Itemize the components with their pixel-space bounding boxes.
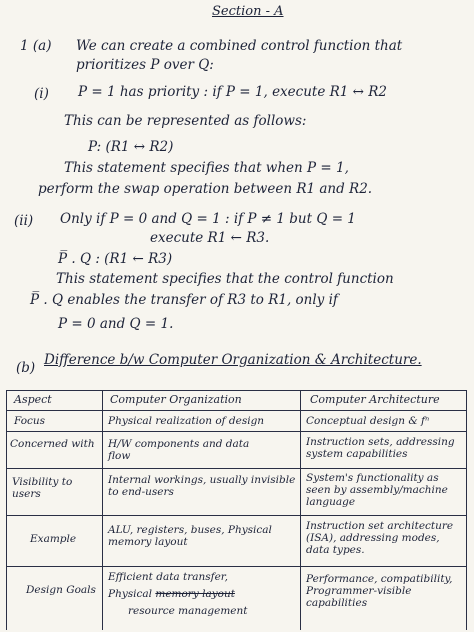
row-arch-concerned: Instruction sets, addressing system capabilities	[306, 436, 455, 460]
intro-line-2: prioritizes P over Q:	[76, 57, 214, 73]
row-org-design-goals-3: resource management	[128, 605, 248, 617]
case-i-represented: This can be represented as follows:	[64, 113, 307, 129]
part-b-heading: Difference b/w Computer Organization & Architecture.	[44, 352, 422, 368]
row-aspect-example: Example	[30, 533, 77, 545]
case-i-condition: P = 1 has priority : if P = 1, execute R1 ↔ R2	[78, 84, 388, 100]
case-ii-explanation-1: This statement specifies that the control function	[56, 271, 394, 287]
row-aspect-design-goals: Design Goals	[26, 584, 96, 596]
row-aspect-focus: Focus	[14, 415, 46, 427]
table-rule	[466, 390, 467, 630]
case-i-explanation-2: perform the swap operation between R1 and R2.	[38, 181, 373, 197]
table-rule	[6, 390, 466, 391]
header-organization: Computer Organization	[110, 393, 242, 406]
row-org-concerned: H/W components and data flow	[108, 438, 250, 462]
row-org-focus: Physical realization of design	[108, 415, 265, 427]
table-rule	[300, 390, 301, 630]
header-architecture: Computer Architecture	[310, 393, 440, 406]
question-label-1b: (b)	[16, 360, 36, 376]
row-aspect-visibility: Visibility to users	[12, 476, 73, 500]
row-arch-visibility: System's functionality as seen by assembly/machine language	[306, 472, 448, 508]
table-rule	[6, 410, 466, 411]
case-i-expression: P: (R1 ↔ R2)	[88, 139, 174, 155]
row-org-example: ALU, registers, buses, Physical memory layout	[108, 524, 272, 548]
row-org-design-goals-2	[108, 588, 298, 600]
table-rule	[102, 390, 103, 630]
question-label-1a: 1 (a)	[20, 38, 52, 54]
struck-memory-layout: memory layout	[155, 588, 235, 600]
row-arch-focus: Conceptual design & fⁿ	[306, 415, 430, 427]
table-rule	[6, 566, 466, 567]
case-ii-expression: P̅ . Q : (R1 ← R3)	[58, 251, 173, 267]
section-title: Section - A	[212, 4, 284, 19]
case-ii-number: (ii)	[14, 213, 34, 229]
table-rule	[6, 390, 7, 630]
row-arch-design-goals: Performance, compatibility, Programmer-visible capabilities	[306, 573, 453, 609]
case-ii-explanation-2: P̅ . Q enables the transfer of R3 to R1, only if	[30, 292, 338, 308]
case-ii-execute: execute R1 ← R3.	[150, 230, 270, 246]
case-ii-explanation-3: P = 0 and Q = 1.	[58, 316, 174, 332]
table-rule	[6, 515, 466, 516]
physical-label: Physical	[108, 588, 153, 600]
case-i-number: (i)	[34, 86, 49, 102]
intro-line-1: We can create a combined control function that	[76, 38, 403, 54]
header-aspect: Aspect	[14, 393, 52, 406]
row-aspect-concerned: Concerned with	[10, 438, 95, 450]
row-org-design-goals-1: Efficient data transfer,	[108, 571, 228, 583]
table-rule	[6, 468, 466, 469]
table-rule	[6, 431, 466, 432]
case-ii-condition: Only if P = 0 and Q = 1 : if P ≠ 1 but Q = 1	[60, 211, 356, 227]
case-i-explanation-1: This statement specifies that when P = 1,	[64, 160, 349, 176]
row-org-visibility: Internal workings, usually invisible to end-users	[108, 474, 296, 498]
row-arch-example: Instruction set architecture (ISA), addressing modes, data types.	[306, 520, 454, 556]
